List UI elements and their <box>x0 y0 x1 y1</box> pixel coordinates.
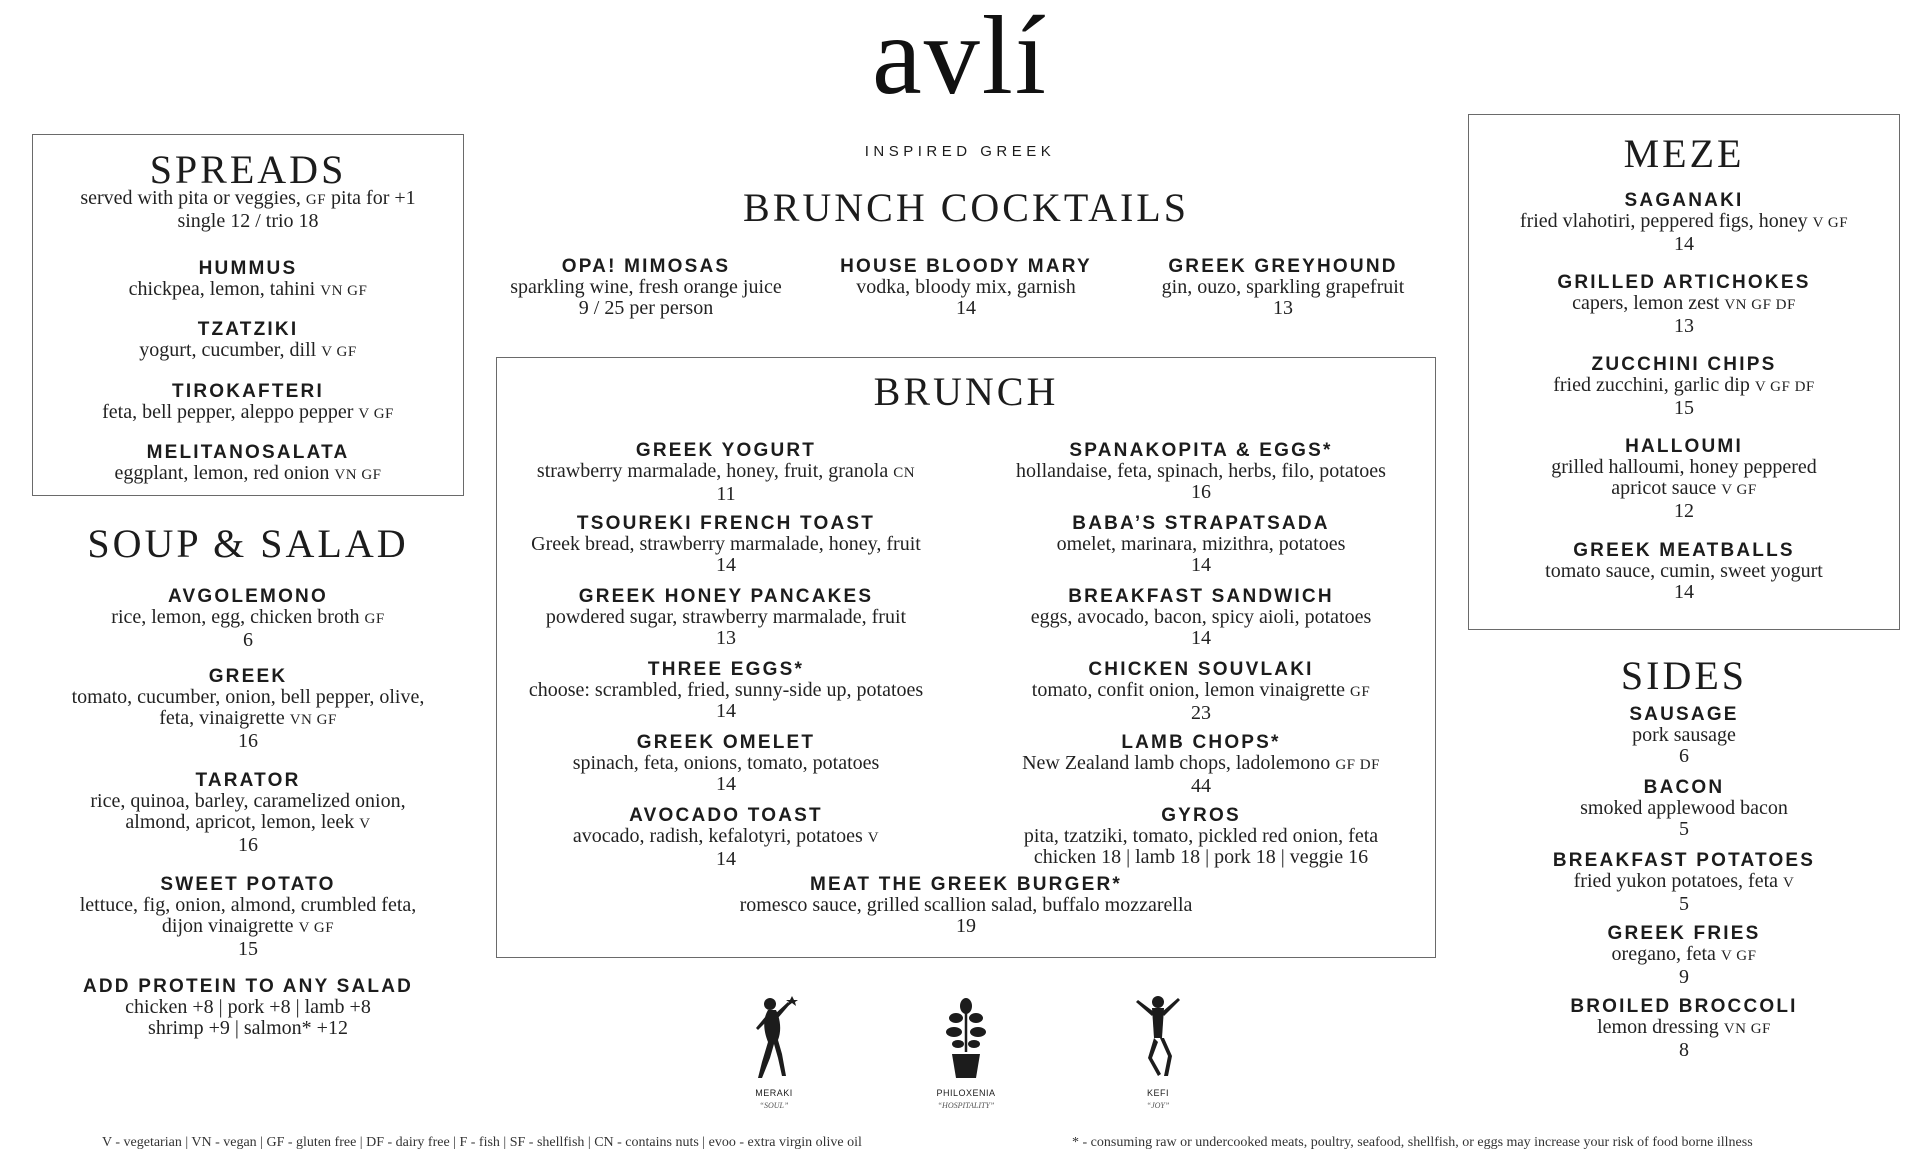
cocktail-item-desc <box>806 277 1126 298</box>
side-item-desc <box>1468 725 1900 746</box>
salad-item <box>32 874 464 960</box>
side-item <box>1468 923 1900 988</box>
brunch-item-desc <box>966 680 1436 703</box>
cocktail-item-desc <box>1130 277 1436 298</box>
salad-item-name: GREEK <box>208 666 288 687</box>
brunch-item-desc-text: avocado, radish, kefalotyri, potatoes <box>572 825 863 847</box>
side-item-price: 5 <box>1679 893 1689 915</box>
logo: avlí <box>872 0 1048 118</box>
side-item-name: BROILED BROCCOLI <box>1570 996 1798 1017</box>
cocktail-item <box>496 256 796 319</box>
spread-item-desc <box>32 402 464 425</box>
salad-item-desc-text: rice, quinoa, barley, caramelized onion, <box>90 790 406 812</box>
meze-item-desc <box>1468 478 1900 501</box>
meze-item <box>1468 354 1900 419</box>
meze-item-desc-text: grilled halloumi, honey peppered <box>1551 456 1817 478</box>
spread-item-tags: V GF <box>358 406 394 422</box>
brunch-item <box>496 440 956 505</box>
brunch-item-desc-text: choose: scrambled, fried, sunny-side up, potatoes <box>528 679 924 701</box>
salad-item-price: 15 <box>238 938 258 960</box>
brunch-item-desc-text: spinach, feta, onions, tomato, potatoes <box>572 752 880 774</box>
brunch-burger <box>496 874 1436 937</box>
side-item-desc-text: fried yukon potatoes, feta <box>1573 870 1779 892</box>
cocktail-item-name: GREEK GREYHOUND <box>1168 256 1398 277</box>
brunch-item-desc-text: New Zealand lamb chops, ladolemono <box>1022 752 1331 774</box>
salad-item-desc-text: feta, vinaigrette <box>159 707 285 729</box>
figure-subtitle: “JOY” <box>1146 1101 1170 1110</box>
brunch-item-price: chicken 18 | lamb 18 | pork 18 | veggie 16 <box>1033 846 1369 868</box>
brunch-item-desc-text: eggs, avocado, bacon, spicy aioli, potatoes <box>1030 606 1372 628</box>
meze-item <box>1468 272 1900 337</box>
spread-item-desc-text: yogurt, cucumber, dill <box>139 339 317 361</box>
side-item-desc-text: pork sausage <box>1632 724 1736 746</box>
brunch-item-desc <box>496 534 956 555</box>
brunch-item-name: GREEK OMELET <box>636 732 816 753</box>
brunch-item-desc-text: tomato, confit onion, lemon vinaigrette <box>1031 679 1346 701</box>
cocktail-item-desc-text: gin, ouzo, sparkling grapefruit <box>1161 276 1405 298</box>
side-item-tags: V <box>1783 875 1795 891</box>
meze-item <box>1468 190 1900 255</box>
salad-item-price: 6 <box>243 629 253 651</box>
spread-item-desc <box>32 340 464 363</box>
meze-item-price: 13 <box>1674 315 1694 337</box>
tagline: INSPIRED GREEK <box>864 143 1056 160</box>
meze-item-desc <box>1468 457 1900 478</box>
salad-item-name: TARATOR <box>195 770 301 791</box>
brunch-title: BRUNCH <box>873 369 1059 414</box>
figure-label: PHILOXENIA <box>936 1088 996 1098</box>
brunch-item-price: 14 <box>1191 627 1211 649</box>
meze-item-tags: VN GF DF <box>1724 297 1796 313</box>
cocktail-item-desc-text: sparkling wine, fresh orange juice <box>510 276 782 298</box>
meze-item-desc-text: tomato sauce, cumin, sweet yogurt <box>1545 560 1823 582</box>
spread-item-tags: V GF <box>321 344 357 360</box>
salad-item-desc <box>32 687 464 708</box>
burger-desc: romesco sauce, grilled scallion salad, buffalo mozzarella <box>739 894 1193 916</box>
side-item <box>1468 777 1900 840</box>
cocktail-item-price: 14 <box>956 297 976 319</box>
side-item-desc <box>1468 1017 1900 1040</box>
cocktail-item <box>1130 256 1436 319</box>
brunch-item-desc-text: omelet, marinara, mizithra, potatoes <box>1056 533 1346 555</box>
brunch-item <box>496 805 956 870</box>
meze-item-tags: V GF <box>1721 482 1757 498</box>
brunch-item-price: 14 <box>716 700 736 722</box>
brunch-item-name: CHICKEN SOUVLAKI <box>1088 659 1314 680</box>
figure-label: MERAKI <box>755 1088 793 1098</box>
meze-item-price: 14 <box>1674 233 1694 255</box>
meraki-dancer-icon <box>748 992 800 1082</box>
brunch-item-name: BREAKFAST SANDWICH <box>1068 586 1334 607</box>
burger-price: 19 <box>956 915 976 937</box>
add-protein-line2: shrimp +9 | salmon* +12 <box>148 1017 348 1039</box>
brunch-item-desc-text: hollandaise, feta, spinach, herbs, filo, potatoes <box>1016 460 1386 482</box>
salad-item-desc-text: rice, lemon, egg, chicken broth <box>111 606 360 628</box>
brunch-item-price: 14 <box>716 554 736 576</box>
salad-item-desc <box>32 812 464 835</box>
add-protein <box>32 976 464 1039</box>
figure-label: KEFI <box>1146 1088 1169 1098</box>
meze-item-price: 12 <box>1674 500 1694 522</box>
brunch-item-desc <box>966 461 1436 482</box>
brunch-item-price: 14 <box>716 773 736 795</box>
brunch-item <box>966 659 1436 724</box>
brunch-item <box>966 513 1436 576</box>
brunch-item-price: 23 <box>1191 702 1211 724</box>
add-protein-line1: chicken +8 | pork +8 | lamb +8 <box>125 996 371 1018</box>
brunch-item-name: THREE EGGS* <box>647 659 805 680</box>
spread-item <box>32 319 464 363</box>
side-item-price: 9 <box>1679 966 1689 988</box>
meze-item-desc-text: apricot sauce <box>1611 477 1717 499</box>
brunch-item-desc <box>966 826 1436 847</box>
spread-item <box>32 381 464 425</box>
burger-name: MEAT THE GREEK BURGER* <box>810 874 1122 895</box>
side-item-name: BACON <box>1643 777 1725 798</box>
side-item-price: 8 <box>1679 1039 1689 1061</box>
brunch-item <box>496 586 956 649</box>
brunch-item-desc <box>496 607 956 628</box>
brunch-item-desc <box>496 826 956 849</box>
side-item-desc <box>1468 944 1900 967</box>
side-item-name: SAUSAGE <box>1629 704 1739 725</box>
salad-item-tags: GF <box>364 611 385 627</box>
meze-item-name: GRILLED ARTICHOKES <box>1557 272 1811 293</box>
salad-item-name: AVGOLEMONO <box>168 586 328 607</box>
brunch-item <box>966 732 1436 797</box>
brunch-item <box>496 732 956 795</box>
salad-item-tags: V GF <box>298 920 335 936</box>
brunch-item <box>496 513 956 576</box>
salad-item-name: SWEET POTATO <box>160 874 336 895</box>
meze-item-name: ZUCCHINI CHIPS <box>1591 354 1777 375</box>
brunch-item-name: TSOUREKI FRENCH TOAST <box>576 513 876 534</box>
brunch-item-tags: GF <box>1350 684 1371 700</box>
side-item-price: 6 <box>1679 745 1689 767</box>
brunch-item <box>496 659 956 722</box>
cocktails-title: BRUNCH COCKTAILS <box>743 185 1189 230</box>
salad-item-tags: V <box>359 816 371 832</box>
side-item-desc-text: oregano, feta <box>1611 943 1716 965</box>
brunch-item-name: GREEK HONEY PANCAKES <box>578 586 874 607</box>
salad-item-price: 16 <box>238 834 258 856</box>
salad-item-desc-text: tomato, cucumber, onion, bell pepper, olive, <box>71 686 425 708</box>
salad-item-tags: VN GF <box>289 712 337 728</box>
brunch-item-desc <box>966 753 1436 776</box>
spread-item-tags: VN GF <box>334 467 382 483</box>
brunch-item-desc <box>496 461 956 484</box>
cocktail-item-price: 9 / 25 per person <box>578 297 714 319</box>
spread-item-name: HUMMUS <box>198 258 298 279</box>
sides-title: SIDES <box>1620 653 1748 698</box>
brunch-item-tags: CN <box>893 465 916 481</box>
spreads-title: SPREADS <box>149 147 347 192</box>
salad-item <box>32 586 464 651</box>
brunch-item-desc <box>966 534 1436 555</box>
brunch-item-desc-text: powdered sugar, strawberry marmalade, fruit <box>545 606 907 628</box>
brunch-item-name: AVOCADO TOAST <box>629 805 823 826</box>
side-item-desc-text: smoked applewood bacon <box>1580 797 1788 819</box>
brunch-item-desc <box>496 753 956 774</box>
side-item-desc-text: lemon dressing <box>1597 1016 1719 1038</box>
brunch-item-tags: GF DF <box>1335 757 1380 773</box>
brunch-item-price: 44 <box>1191 775 1211 797</box>
figure-subtitle: “HOSPITALITY” <box>937 1101 995 1110</box>
brunch-item-desc <box>966 607 1436 628</box>
salad-item-desc <box>32 916 464 939</box>
side-item <box>1468 850 1900 915</box>
side-item-name: GREEK FRIES <box>1607 923 1761 944</box>
spread-item <box>32 258 464 302</box>
philoxenia-plant-icon <box>940 992 992 1082</box>
kefi-dancer-icon <box>1128 992 1188 1082</box>
spreads-note-text: served with pita or veggies, <box>80 187 301 209</box>
side-item <box>1468 704 1900 767</box>
side-item <box>1468 996 1900 1061</box>
meze-item-price: 15 <box>1674 397 1694 419</box>
spread-item <box>32 442 464 486</box>
dietary-legend: V - vegetarian | VN - vegan | GF - gluten free | DF - dairy free | F - fish | SF - shellfish | CN - contains nuts | evoo - extra virgin olive oil <box>102 1135 862 1150</box>
salad-item-desc-text: dijon vinaigrette <box>161 915 294 937</box>
brunch-item <box>966 440 1436 503</box>
meze-item-name: GREEK MEATBALLS <box>1573 540 1795 561</box>
meze-item <box>1468 436 1900 522</box>
raw-food-warning: * - consuming raw or undercooked meats, poultry, seafood, shellfish, or eggs may increase your risk of food borne illness <box>1072 1135 1753 1150</box>
meze-item-desc-text: capers, lemon zest <box>1572 292 1720 314</box>
side-item-tags: VN GF <box>1723 1021 1771 1037</box>
spread-item-desc-text: eggplant, lemon, red onion <box>114 462 330 484</box>
brunch-item-desc-text: strawberry marmalade, honey, fruit, granola <box>536 460 889 482</box>
brunch-item-price: 13 <box>716 627 736 649</box>
meze-item-desc <box>1468 561 1900 582</box>
spreads-note-text2: pita for +1 <box>331 187 416 209</box>
brunch-item-name: LAMB CHOPS* <box>1121 732 1281 753</box>
brunch-item-name: GYROS <box>1161 805 1241 826</box>
meze-title: MEZE <box>1623 131 1745 176</box>
spread-item-name: TIROKAFTERI <box>172 381 324 402</box>
meze-item-desc <box>1468 211 1900 234</box>
cocktail-item <box>806 256 1126 319</box>
salad-item <box>32 666 464 752</box>
brunch-item-price: 14 <box>1191 554 1211 576</box>
salad-item-desc <box>32 895 464 916</box>
salad-item-desc <box>32 791 464 812</box>
side-item-desc <box>1468 798 1900 819</box>
spread-item-desc <box>32 279 464 302</box>
cocktail-item-desc-text: vodka, bloody mix, garnish <box>856 276 1076 298</box>
add-protein-name: ADD PROTEIN TO ANY SALAD <box>82 976 414 997</box>
brunch-item-name: SPANAKOPITA & EGGS* <box>1069 440 1333 461</box>
cocktail-item-desc <box>496 277 796 298</box>
cocktail-item-price: 13 <box>1273 297 1293 319</box>
side-item-name: BREAKFAST POTATOES <box>1552 850 1816 871</box>
meze-item-tags: V GF DF <box>1754 379 1815 395</box>
brunch-item <box>966 805 1436 868</box>
meze-item-desc <box>1468 293 1900 316</box>
side-item-price: 5 <box>1679 818 1689 840</box>
brunch-item-desc-text: Greek bread, strawberry marmalade, honey, fruit <box>531 533 921 555</box>
spread-item-name: MELITANOSALATA <box>146 442 350 463</box>
meze-item-desc-text: fried zucchini, garlic dip <box>1553 374 1750 396</box>
cocktail-item-name: OPA! MIMOSAS <box>561 256 731 277</box>
meze-item-name: SAGANAKI <box>1624 190 1744 211</box>
spread-item-desc <box>32 463 464 486</box>
meze-item-price: 14 <box>1674 581 1694 603</box>
spread-item-desc-text: feta, bell pepper, aleppo pepper <box>102 401 354 423</box>
spreads-price: single 12 / trio 18 <box>177 210 319 232</box>
spread-item-desc-text: chickpea, lemon, tahini <box>128 278 316 300</box>
soup-salad-title: SOUP & SALAD <box>87 521 409 566</box>
brunch-item-price: 11 <box>716 483 736 505</box>
spreads-note <box>32 188 464 232</box>
brunch-item-price: 14 <box>716 848 736 870</box>
cocktail-item-name: HOUSE BLOODY MARY <box>840 256 1092 277</box>
salad-item-desc <box>32 708 464 731</box>
figure-subtitle: “SOUL” <box>759 1101 789 1110</box>
salad-item-desc-text: almond, apricot, lemon, leek <box>125 811 355 833</box>
salad-item-desc <box>32 607 464 630</box>
salad-item-desc-text: lettuce, fig, onion, almond, crumbled feta, <box>79 894 417 916</box>
meze-item <box>1468 540 1900 603</box>
meze-item-desc <box>1468 375 1900 398</box>
brunch-item-desc <box>496 680 956 701</box>
meze-item-name: HALLOUMI <box>1625 436 1743 457</box>
brunch-item <box>966 586 1436 649</box>
spreads-note-tag: GF <box>305 192 327 208</box>
brunch-item-price: 16 <box>1191 481 1211 503</box>
side-item-desc <box>1468 871 1900 894</box>
brunch-item-name: BABA’S STRAPATSADA <box>1072 513 1330 534</box>
brunch-item-tags: V <box>867 830 880 846</box>
brunch-item-desc-text: pita, tzatziki, tomato, pickled red onion, feta <box>1023 825 1379 847</box>
salad-item-price: 16 <box>238 730 258 752</box>
meze-item-tags: V GF <box>1812 215 1849 231</box>
spread-item-tags: VN GF <box>320 283 368 299</box>
side-item-tags: V GF <box>1720 948 1757 964</box>
salad-item <box>32 770 464 856</box>
meze-item-desc-text: fried vlahotiri, peppered figs, honey <box>1519 210 1808 232</box>
spread-item-name: TZATZIKI <box>197 319 299 340</box>
brunch-item-name: GREEK YOGURT <box>635 440 817 461</box>
